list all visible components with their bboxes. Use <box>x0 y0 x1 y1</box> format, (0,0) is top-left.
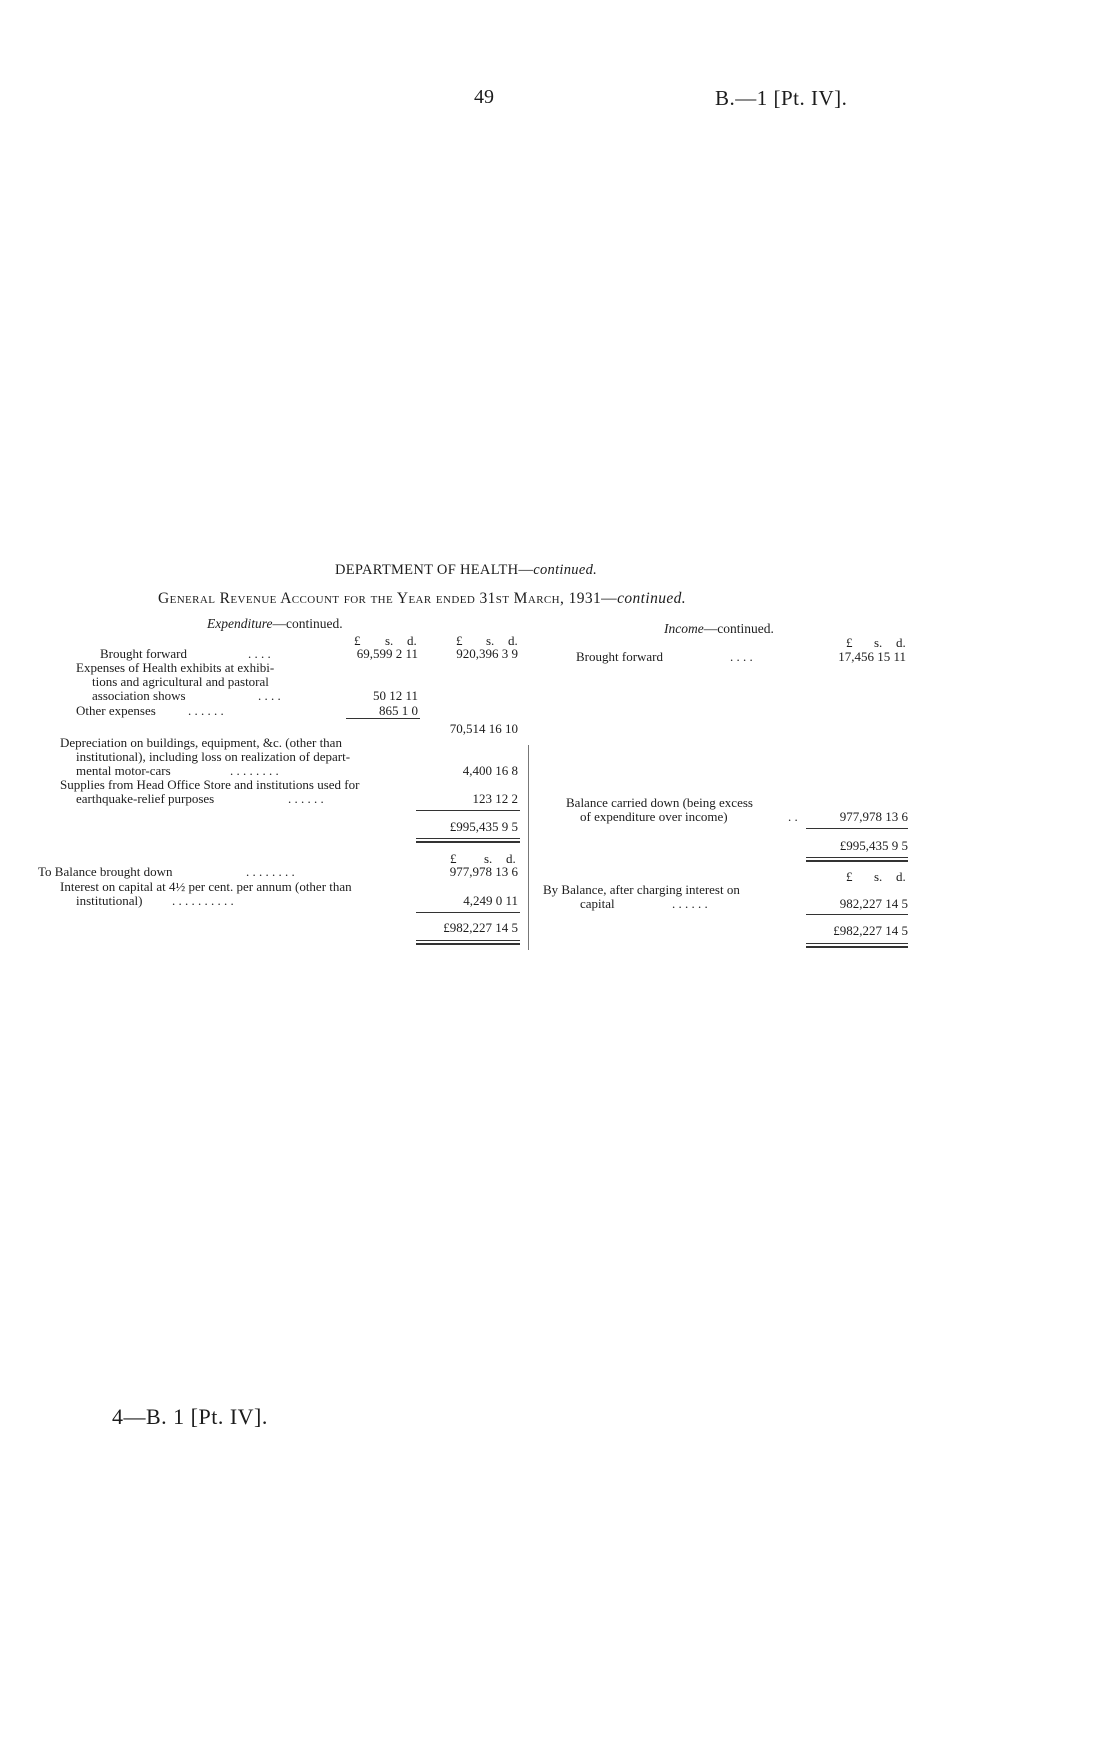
inc-pound-header: £ <box>846 635 853 650</box>
expenditure-heading <box>207 616 343 632</box>
exp-outer-pence-header: d. <box>508 633 518 648</box>
exp-brought-forward-inner: 69,599 2 11 <box>356 646 418 661</box>
expenditure-heading-cont: —continued. <box>272 616 343 631</box>
footer-signature: 4—B. 1 [Pt. IV]. <box>112 1404 268 1429</box>
exp-depreciation-line-2: institutional), including loss on realization of depart- <box>76 749 351 764</box>
exp-total: £995,435 9 5 <box>449 819 518 834</box>
account-name: General Revenue Account for the Year ended 31st March, 1931— <box>158 590 618 607</box>
department-title <box>335 562 597 579</box>
exp-outer-shilling-header: s. <box>486 633 495 648</box>
exp-other-expenses-dots: . . . . . . <box>188 703 224 718</box>
inc-final-total: £982,227 14 5 <box>833 923 908 938</box>
income-heading <box>664 621 774 637</box>
exp-final-double-rule <box>416 940 520 945</box>
department-name: DEPARTMENT OF HEALTH— <box>335 562 534 578</box>
inc-by-balance-value: 982,227 14 5 <box>839 896 908 911</box>
expenditure-heading-label: Expenditure <box>207 616 273 631</box>
exp-health-exhibits-line-2: tions and agricultural and pastoral <box>92 674 269 689</box>
inc-balance-carried-down-line-2: of expenditure over income) <box>580 809 728 824</box>
exp-health-exhibits-dots: . . . . <box>258 688 281 703</box>
exp-inner-pence-header: d. <box>407 633 417 648</box>
exp-lower-pence-header: d. <box>506 851 516 866</box>
inc-shilling-header: s. <box>874 635 883 650</box>
inc-pence-header: d. <box>896 635 906 650</box>
inc-lower-shilling-header: s. <box>874 869 883 884</box>
inc-by-balance-dots: . . . . . . <box>672 896 708 911</box>
inc-brought-forward-value: 17,456 15 11 <box>838 649 906 664</box>
exp-subtotal: 70,514 16 10 <box>449 721 518 736</box>
exp-total-double-rule <box>416 838 520 843</box>
inc-lower-pound-header: £ <box>846 869 853 884</box>
exp-total-rule <box>416 810 520 811</box>
exp-other-expenses-inner: 865 1 0 <box>379 703 418 718</box>
exp-interest-dots: . . . . . . . . . . <box>172 893 234 908</box>
exp-health-exhibits-inner: 50 12 11 <box>372 688 418 703</box>
exp-balance-brought-down-label: To Balance brought down <box>38 864 173 879</box>
exp-inner-rule <box>346 718 420 719</box>
inc-brought-forward-label: Brought forward <box>576 649 664 664</box>
column-divider <box>528 745 529 950</box>
exp-balance-brought-down-value: 977,978 13 6 <box>449 864 518 879</box>
inc-balance-carried-down-line-1: Balance carried down (being excess <box>566 795 753 810</box>
exp-interest-value: 4,249 0 11 <box>463 893 518 908</box>
exp-depreciation-line-3: mental motor-cars <box>76 763 171 778</box>
exp-lower-shilling-header: s. <box>484 851 493 866</box>
page-number: 49 <box>474 86 494 108</box>
exp-interest-line-2: institutional) <box>76 893 143 908</box>
exp-other-expenses-label: Other expenses <box>76 703 156 718</box>
inc-total: £995,435 9 5 <box>839 838 908 853</box>
inc-by-balance-line-1: By Balance, after charging interest on <box>543 882 740 897</box>
exp-depreciation-dots: . . . . . . . . <box>230 763 279 778</box>
exp-balance-brought-down-dots: . . . . . . . . <box>246 864 295 879</box>
exp-supplies-value: 123 12 2 <box>472 791 518 806</box>
exp-lower-pound-header: £ <box>450 851 457 866</box>
exp-brought-forward-label: Brought forward <box>100 646 188 661</box>
inc-total-rule <box>806 828 908 829</box>
income-heading-cont: —continued. <box>703 621 774 636</box>
exp-depreciation-line-1: Depreciation on buildings, equipment, &c. (other than <box>60 735 342 750</box>
exp-final-total: £982,227 14 5 <box>443 920 518 935</box>
document-reference: B.—1 [Pt. IV]. <box>715 86 848 110</box>
inc-balance-carried-down-value: 977,978 13 6 <box>839 809 908 824</box>
account-title <box>158 590 686 608</box>
inc-balance-carried-down-dots: . . <box>788 809 798 824</box>
exp-final-rule <box>416 912 520 913</box>
exp-supplies-dots: . . . . . . <box>288 791 324 806</box>
exp-brought-forward-outer: 920,396 3 9 <box>456 646 518 661</box>
inc-lower-pence-header: d. <box>896 869 906 884</box>
exp-inner-shilling-header: s. <box>385 633 394 648</box>
exp-outer-pound-header: £ <box>456 633 463 648</box>
account-continued: continued. <box>617 590 687 607</box>
inc-total-double-rule <box>806 857 908 862</box>
inc-final-double-rule <box>806 943 908 948</box>
exp-brought-forward-dots: . . . . <box>248 646 271 661</box>
inc-final-rule <box>806 914 908 915</box>
exp-inner-pound-header: £ <box>354 633 361 648</box>
exp-health-exhibits-line-1: Expenses of Health exhibits at exhibi- <box>76 660 275 675</box>
exp-supplies-line-1: Supplies from Head Office Store and institutions used for <box>60 777 360 792</box>
department-continued: continued. <box>533 562 598 578</box>
inc-brought-forward-dots: . . . . <box>730 649 753 664</box>
exp-interest-line-1: Interest on capital at 4½ per cent. per annum (other than <box>60 879 352 894</box>
exp-depreciation-value: 4,400 16 8 <box>462 763 518 778</box>
exp-supplies-line-2: earthquake-relief purposes <box>76 791 215 806</box>
exp-health-exhibits-line-3: association shows <box>92 688 186 703</box>
inc-by-balance-line-2: capital <box>580 896 615 911</box>
income-heading-label: Income <box>664 621 704 636</box>
